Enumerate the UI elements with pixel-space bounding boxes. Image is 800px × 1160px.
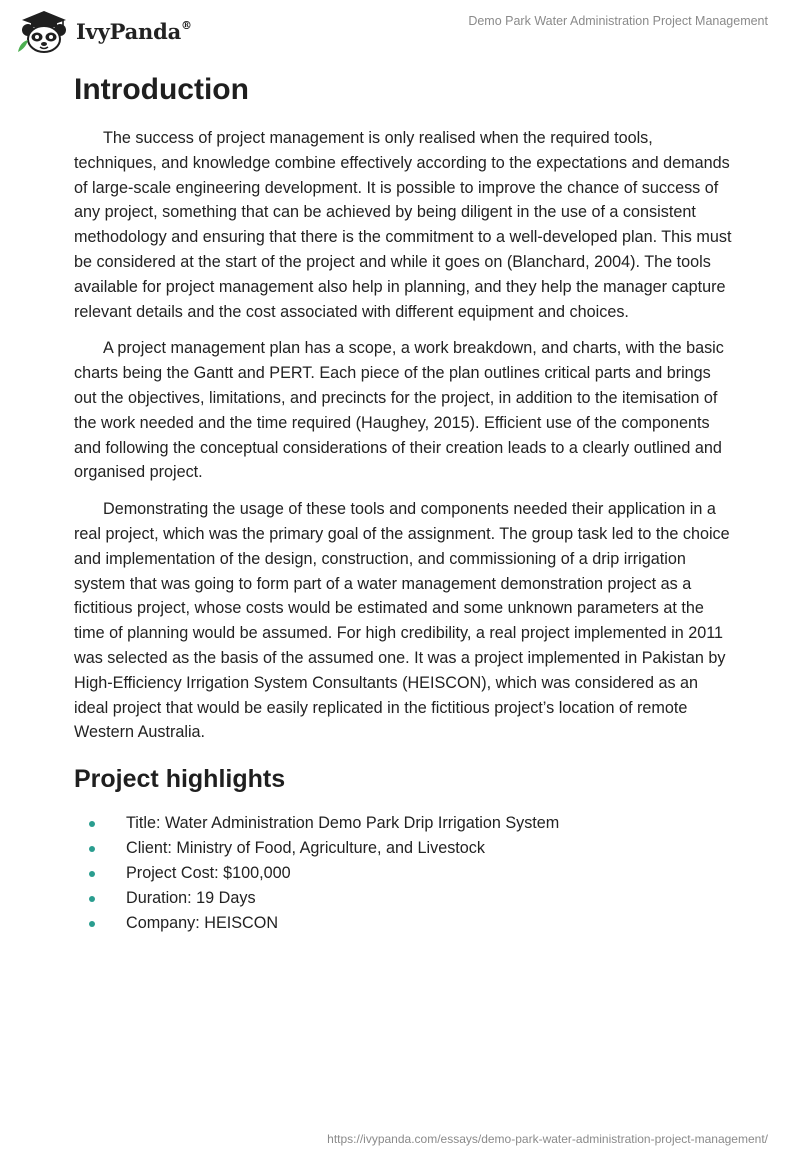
- paragraph-3: Demonstrating the usage of these tools and components needed their application in a real project, which was the primary goal of the assignment. The group task led to the choice and implementation of the design, construction, and commissioning of a drip irrigation system that was going to form part of a water management demonstration project as a fictitious project, whose costs would be estimated and some unknown parameters at the time of planning would be assumed. For high credibility, a real project implemented in 2011 was selected as the basis of the assumed one. It was a project implemented in Pakistan by High-Efficiency Irrigation System Consultants (HEISCON), which was considered as an ideal project that would be easily replicated in the fictitious project’s location of remote Western Australia.: [74, 500, 730, 742]
- source-url-link[interactable]: https://ivypanda.com/essays/demo-park-water-administration-project-management/: [327, 1132, 768, 1146]
- list-item: Duration: 19 Days: [74, 886, 734, 911]
- essay-content: [74, 72, 734, 936]
- bullet-icon: [89, 846, 95, 852]
- bullet-icon: [89, 821, 95, 827]
- highlights-list: [74, 811, 734, 936]
- bullet-icon: [89, 871, 95, 877]
- bullet-icon: [89, 896, 95, 902]
- bullet-icon: [89, 921, 95, 927]
- brand-name: IvyPanda®: [76, 18, 192, 44]
- list-item: Client: Ministry of Food, Agriculture, and Livestock: [74, 836, 734, 861]
- introduction-heading: Introduction: [74, 73, 249, 106]
- paragraph-1: The success of project management is only realised when the required tools, techniques, and knowledge combine effectively according to the expectations and demands of large-scale engineering development. It is possible to improve the chance of success of any project, something that can be achieved by being diligent in the use of a consistent methodology and ensuring that there is the commitment to a well-developed plan. This must be considered at the start of the project and while it goes on (Blanchard, 2004). The tools available for project management also help in planning, and they help the manager capture relevant details and the cost associated with different equipment and choices.: [74, 129, 732, 321]
- ivypanda-logo[interactable]: [14, 8, 192, 54]
- panda-mascot-icon: [14, 8, 74, 54]
- document-title: Demo Park Water Administration Project Management: [468, 14, 768, 28]
- list-item: Company: HEISCON: [74, 911, 734, 936]
- list-item: Project Cost: $100,000: [74, 861, 734, 886]
- page-header: [0, 0, 800, 60]
- paragraph-2: A project management plan has a scope, a work breakdown, and charts, with the basic charts being the Gantt and PERT. Each piece of the plan outlines critical parts and brings out the objectives, limitations, and precincts for the project, in addition to the itemisation of the work needed and the time required (Haughey, 2015). Efficient use of the components and following the conceptual considerations of their creation leads to a clearly outlined and organised project.: [74, 339, 724, 482]
- list-item: Title: Water Administration Demo Park Drip Irrigation System: [74, 811, 734, 836]
- project-highlights-heading: Project highlights: [74, 765, 286, 794]
- trademark-symbol: ®: [181, 18, 192, 32]
